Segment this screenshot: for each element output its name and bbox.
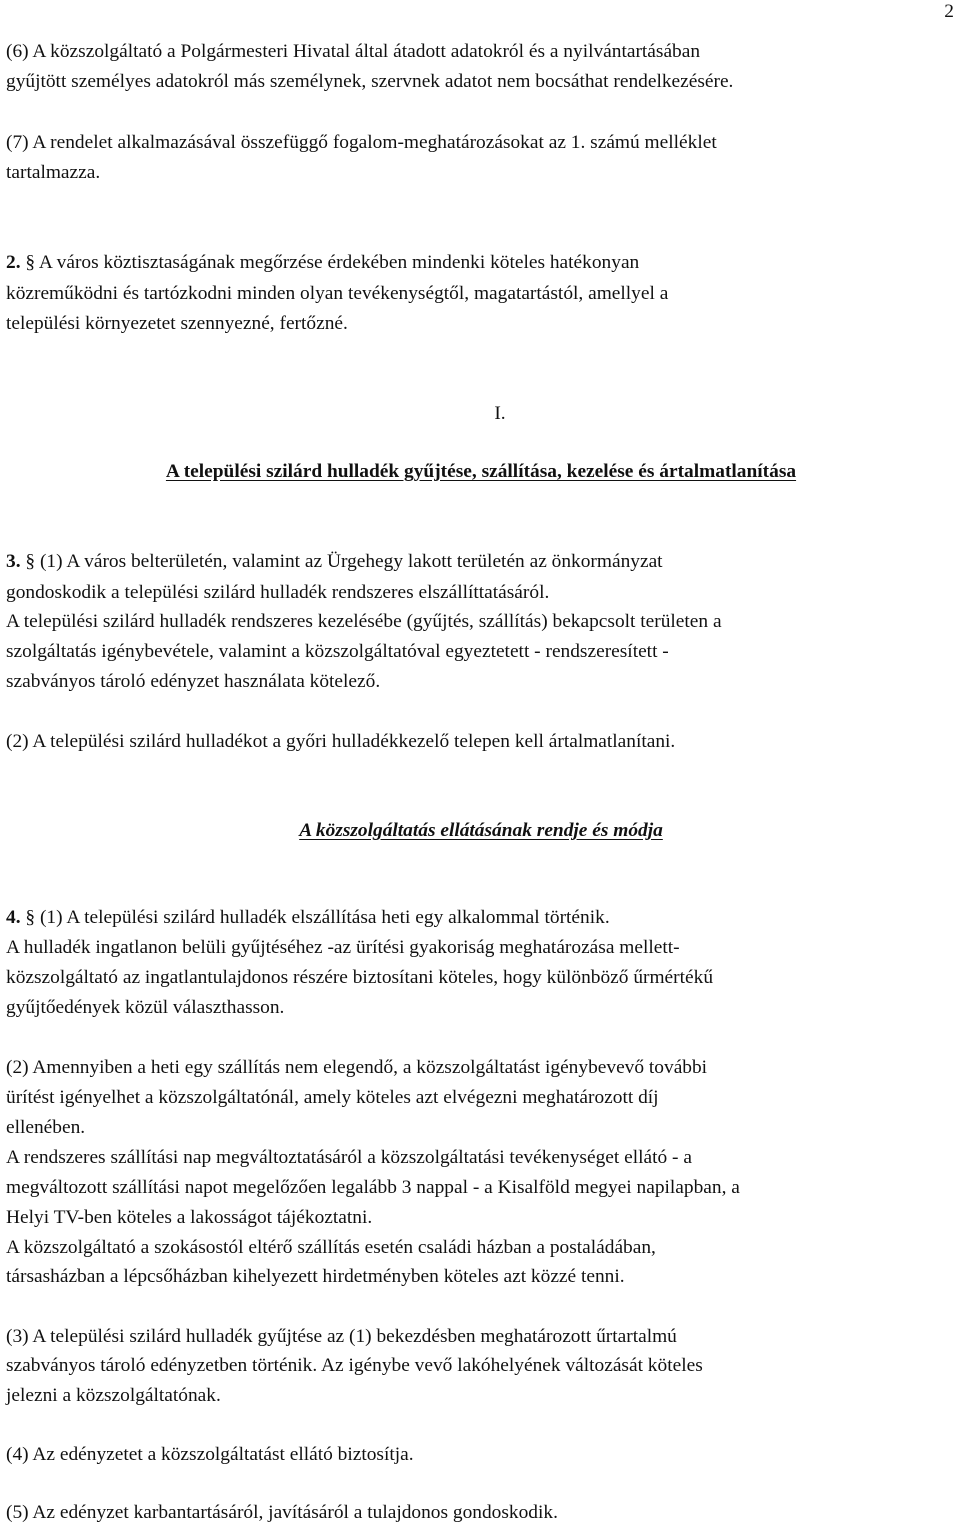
text-line: szabványos tároló edényzet használata kötelező. [6,671,381,692]
section-heading: A közszolgáltatás ellátásának rendje és módja [299,820,663,841]
text-span: A város köztisztaságának megőrzése érdekében mindenki köteles hatékonyan [38,252,640,273]
section-number: 4. [6,907,21,928]
text-line: gondoskodik a települési szilárd hulladék rendszeres elszállíttatásáról. [6,582,550,603]
section-number: 2. [6,252,21,273]
text-line: ellenében. [6,1117,86,1138]
text-line: megváltozott szállítási napot megelőzően legalább 3 nappal - a Kisalföld megyei napilapban, a [6,1177,740,1198]
text-line: (6) A közszolgáltató a Polgármesteri Hivatal által átadott adatokról és a nyilvántartásában [6,41,701,62]
text-line: Helyi TV-ben köteles a lakosságot tájékoztatni. [6,1207,373,1228]
paragraph-sign: § [25,252,36,273]
chapter-heading: A települési szilárd hulladék gyűjtése, szállítása, kezelése és ártalmatlanítása [165,461,797,482]
text-line: jelezni a közszolgáltatónak. [6,1385,221,1406]
text-line: A közszolgáltató a szokásostól eltérő szállítás esetén családi házban a postaládában, [6,1237,656,1258]
text-line: települési környezetet szennyezné, fertőzné. [6,313,348,334]
text-line: (2) A települési szilárd hulladékot a győri hulladékkezelő telepen kell ártalmatlanítani. [6,731,676,752]
text-line: társasházban a lépcsőházban kihelyezett hirdetményben köteles azt közzé tenni. [6,1266,625,1287]
text-line: (2) Amennyiben a heti egy szállítás nem elegendő, a közszolgáltatást igénybevevő további [6,1057,708,1078]
text-line: szolgáltatás igénybevétele, valamint a közszolgáltatóval egyeztetett - rendszeresített - [6,641,669,662]
text-line: (7) A rendelet alkalmazásával összefüggő fogalom-meghatározásokat az 1. számú melléklet [6,132,717,153]
text-span: (1) A települési szilárd hulladék elszállítása heti egy alkalommal történik. [39,907,610,928]
page-number: 2 [944,1,954,22]
section-2-line [6,251,639,275]
paragraph-sign: § [25,551,36,572]
text-line: A rendszeres szállítási nap megváltoztatásáról a közszolgáltatási tevékenységet ellátó - a [6,1147,692,1168]
text-line: (3) A települési szilárd hulladék gyűjtése az (1) bekezdésben meghatározott űrtartalmú [6,1326,677,1347]
text-span: (1) A város belterületén, valamint az Ürgehegy lakott területén az önkormányzat [39,551,663,572]
text-line: ürítést igényelhet a közszolgáltatónál, amely köteles azt elvégezni meghatározott díj [6,1087,659,1108]
text-line: szabványos tároló edényzetben történik. Az igénybe vevő lakóhelyének változását köteles [6,1355,703,1376]
text-line: tartalmazza. [6,162,101,183]
text-line: közszolgáltató az ingatlantulajdonos részére biztosítani köteles, hogy különböző űrmértékű [6,967,714,988]
text-line: (5) Az edényzet karbantartásáról, javításáról a tulajdonos gondoskodik. [6,1502,558,1523]
text-line: (4) Az edényzetet a közszolgáltatást ellátó biztosítja. [6,1444,414,1465]
section-number: 3. [6,551,21,572]
text-line: gyűjtőedények közül választhasson. [6,997,285,1018]
text-line: gyűjtött személyes adatokról más személynek, szervnek adatot nem bocsáthat rendelkezésére. [6,71,734,92]
section-4-line [6,906,610,930]
section-3-line [6,550,663,574]
paragraph-sign: § [25,907,36,928]
chapter-number: I. [494,403,506,424]
text-line: A hulladék ingatlanon belüli gyűjtéséhez -az ürítési gyakoriság meghatározása mellett- [6,937,680,958]
text-line: A települési szilárd hulladék rendszeres kezelésébe (gyűjtés, szállítás) bekapcsolt területen a [6,611,722,632]
text-line: közreműködni és tartózkodni minden olyan tevékenységtől, magatartástól, amellyel a [6,283,669,304]
